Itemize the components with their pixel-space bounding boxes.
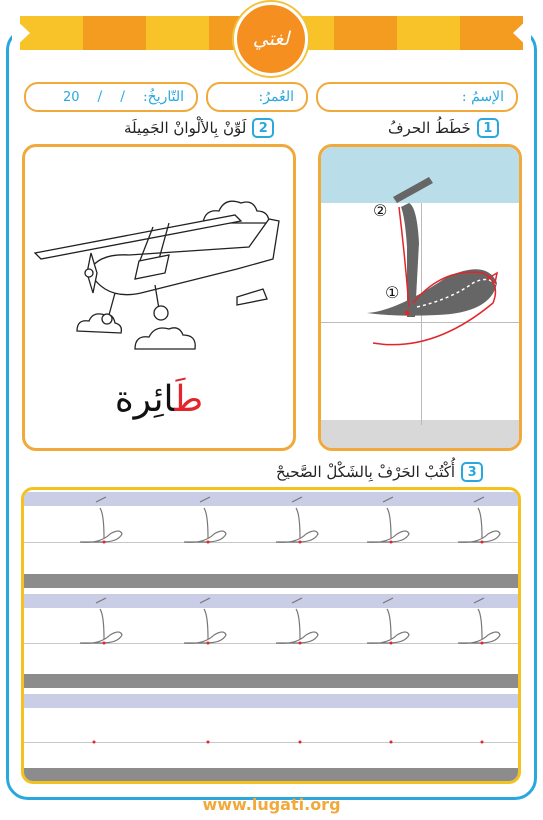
age-label: العُمرُ: [258, 89, 294, 105]
age-field[interactable] [206, 82, 308, 112]
example-rest: ائِرة [114, 379, 175, 420]
section-3-text: أُكْتُبْ الحَرْفْ بِالشَكْلْ الصَّحيحْ [276, 463, 456, 481]
name-label: الإسمُ : [461, 89, 504, 105]
footer-url[interactable]: www.lugati.org [202, 795, 341, 814]
stroke-step-2: ② [373, 201, 388, 220]
section-1-title [388, 118, 499, 138]
section-1-text: خَطَطُ الحرفُ [388, 119, 471, 137]
section-2-title [124, 118, 274, 138]
example-word [25, 379, 293, 420]
date-separator: / [120, 89, 125, 105]
section-2-number: 2 [252, 118, 274, 138]
date-year: 20 [62, 89, 80, 105]
tracing-letters [24, 490, 518, 781]
date-label: التّاريخُ: [142, 89, 184, 105]
stroke-guide-box [318, 144, 522, 451]
date-separator: / [97, 89, 103, 105]
example-letter: طَ [174, 379, 204, 420]
logo-icon [234, 2, 308, 76]
logo-text: لغتي [252, 28, 290, 50]
airplane-icon [27, 175, 295, 395]
section-1-number: 1 [477, 118, 499, 138]
section-3-number: 3 [461, 462, 483, 482]
practice-area[interactable] [21, 487, 521, 784]
cloud-icon [77, 314, 121, 333]
section-3-title [276, 462, 483, 482]
name-field[interactable] [316, 82, 518, 112]
letter-stroke-guide [321, 147, 522, 451]
stroke-step-1: ① [385, 283, 400, 302]
cloud-icon [135, 328, 195, 349]
section-2-text: لَوِّنْ بِالألْوانْ الجَمِيلَة [124, 119, 247, 137]
date-field[interactable] [24, 82, 198, 112]
coloring-box [22, 144, 296, 451]
